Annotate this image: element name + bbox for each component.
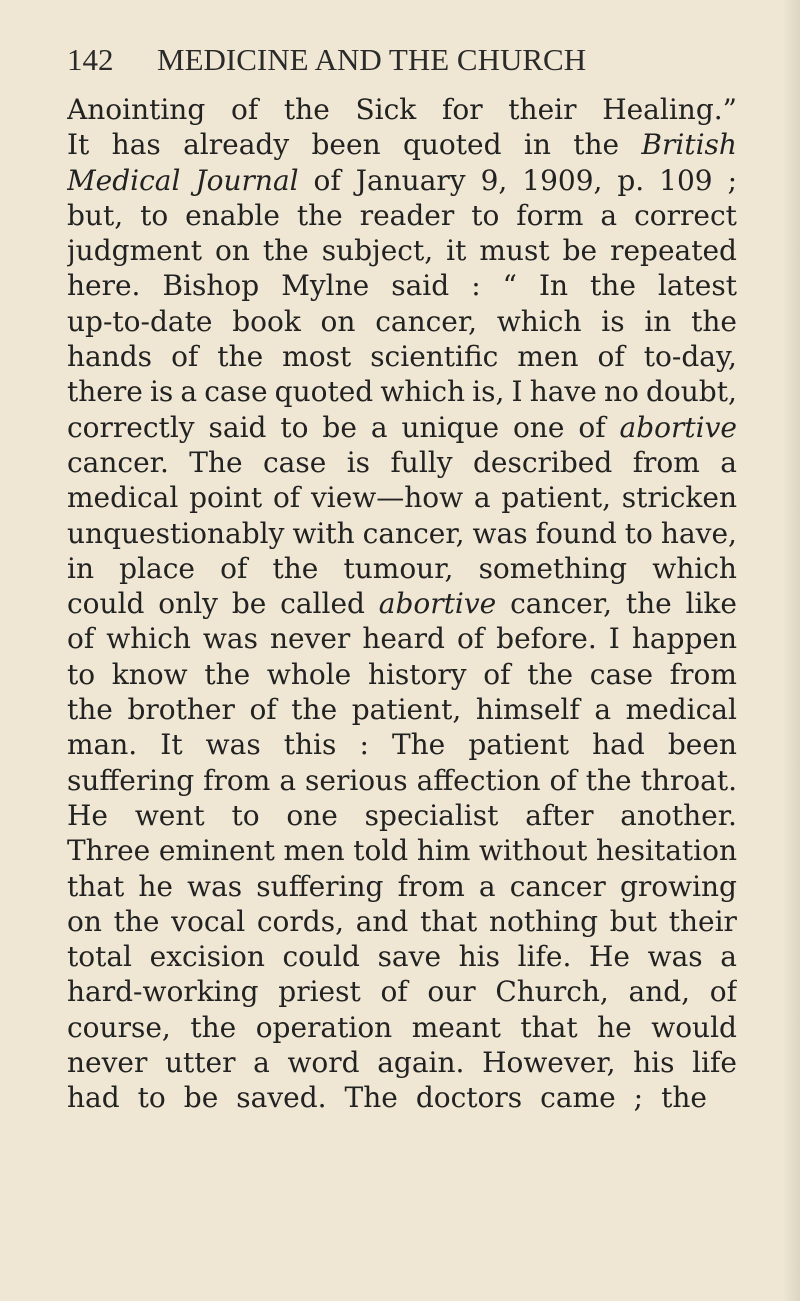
word: repeated (610, 234, 737, 268)
text-line (67, 339, 737, 374)
word: doctors (415, 1081, 523, 1115)
word: the (67, 693, 113, 727)
word: quoted (274, 375, 374, 409)
word: I (608, 622, 620, 656)
text-line (67, 198, 737, 233)
word: heard (362, 622, 445, 656)
word: been (667, 728, 737, 762)
word: only (158, 587, 218, 621)
text-line (67, 763, 737, 798)
word: after (525, 798, 594, 832)
word: of (220, 551, 248, 585)
page-header (67, 42, 767, 90)
word: on (320, 304, 356, 338)
word: but, (67, 198, 124, 232)
word: was (472, 516, 528, 550)
text-line (67, 621, 737, 656)
word: the (204, 657, 251, 691)
word: The (391, 728, 446, 762)
word: his (633, 1046, 675, 1080)
word: one (512, 410, 565, 444)
word: their (508, 93, 577, 126)
word: before. (496, 622, 597, 656)
word: the (296, 198, 343, 232)
word: quoted (402, 128, 502, 162)
word: fully (390, 445, 453, 479)
word: form (516, 198, 584, 232)
text-line (67, 1010, 737, 1045)
word: which (380, 375, 466, 409)
word: the (585, 763, 632, 797)
word: correct (634, 198, 737, 232)
word: : (359, 728, 369, 762)
text-line (67, 904, 737, 939)
word: affection (416, 763, 541, 797)
word: a (279, 763, 297, 797)
word: enable (185, 198, 280, 232)
word: of (67, 622, 95, 656)
word: Healing.” (602, 93, 737, 126)
word: most (282, 340, 352, 374)
word: could (282, 940, 360, 974)
text-line (67, 127, 737, 162)
word: to (137, 1081, 166, 1115)
text-line (67, 586, 737, 621)
word: hesitation (596, 834, 737, 868)
word: However, (482, 1046, 616, 1080)
text-line (67, 304, 737, 339)
word: a (370, 410, 388, 444)
word: stricken (621, 481, 737, 515)
word: a (720, 940, 737, 974)
word: course, (67, 1010, 171, 1044)
word: of (709, 975, 737, 1009)
word: It (160, 728, 183, 762)
word: a (253, 1046, 270, 1080)
word: is (346, 445, 371, 479)
word: scientific (370, 340, 499, 374)
word: Sick (355, 93, 417, 126)
word: from (632, 445, 700, 479)
word: like (685, 587, 737, 621)
word: Medical (67, 163, 181, 197)
word: to (471, 198, 500, 232)
word: said (208, 410, 267, 444)
word: case (262, 445, 327, 479)
word: ; (633, 1081, 644, 1115)
word: British (641, 128, 737, 162)
word: The (189, 445, 243, 479)
word: the (291, 693, 338, 727)
word: tumour, (343, 551, 454, 585)
word: his (458, 940, 500, 974)
word: to (67, 657, 96, 691)
word: but (609, 904, 658, 938)
word: p. (617, 163, 645, 197)
word: In (538, 269, 569, 303)
word: a (478, 869, 496, 903)
text-line (67, 1080, 737, 1115)
word: never (67, 1046, 148, 1080)
word: had (67, 1081, 120, 1115)
word: hands (67, 340, 153, 374)
word: and, (628, 975, 691, 1009)
word: to (140, 198, 169, 232)
word: have (529, 375, 597, 409)
word: is (601, 304, 625, 338)
word: point (189, 481, 263, 515)
word: 9, (480, 163, 508, 197)
word: case (589, 657, 654, 691)
word: reader (359, 198, 455, 232)
word: serious (305, 763, 408, 797)
word: cancer, (510, 587, 612, 621)
text-line (67, 798, 737, 833)
word: doubt, (645, 375, 737, 409)
word: Church, (495, 975, 609, 1009)
word: to (231, 798, 260, 832)
word: word (287, 1046, 360, 1080)
text-line (67, 516, 737, 551)
text-line (67, 92, 737, 127)
word: of (313, 163, 341, 197)
word: Journal (195, 163, 299, 197)
word: the (272, 551, 319, 585)
word: cancer (509, 869, 606, 903)
word: of (456, 622, 485, 656)
word: it (446, 234, 467, 268)
word: patient, (351, 693, 462, 727)
word: a (180, 375, 198, 409)
word: been (311, 128, 381, 162)
word: of (171, 340, 199, 374)
word: again. (377, 1046, 465, 1080)
text-line (67, 551, 737, 586)
word: saved. (236, 1081, 327, 1115)
word: of (578, 410, 606, 444)
word: described (472, 445, 613, 479)
word: would (651, 1010, 737, 1044)
word: It (67, 128, 90, 162)
word: save (377, 940, 442, 974)
word: man. (67, 728, 138, 762)
word: the (262, 234, 309, 268)
text-line (67, 410, 737, 445)
word: a (720, 445, 737, 479)
word: he (597, 1010, 632, 1044)
word: was (205, 728, 261, 762)
word: must (479, 234, 550, 268)
word: was (202, 622, 258, 656)
word: Mylne (281, 269, 370, 303)
word: be (322, 410, 357, 444)
word: be (562, 234, 598, 268)
word: total (67, 940, 133, 974)
word: latest (657, 269, 737, 303)
word: the (691, 304, 737, 338)
word: the (283, 93, 330, 126)
word: up-to-date (67, 304, 213, 338)
word: “ (502, 269, 517, 303)
word: priest (278, 975, 361, 1009)
word: patient, (501, 481, 611, 515)
word: another. (620, 798, 737, 832)
word: : (471, 269, 481, 303)
word: in (523, 128, 551, 162)
word: the (590, 269, 636, 303)
word: life (692, 1046, 737, 1080)
word: know (111, 657, 188, 691)
word: ; (727, 163, 737, 197)
page-number: 142 (67, 42, 114, 77)
word: 109 (659, 163, 713, 197)
word: meant (411, 1010, 501, 1044)
word: growing (619, 869, 737, 903)
word: judgment (67, 234, 202, 268)
word: this (283, 728, 337, 762)
text-line (67, 480, 737, 515)
word: on (214, 234, 250, 268)
word: nothing (489, 904, 599, 938)
word: in (644, 304, 672, 338)
word: patient (468, 728, 570, 762)
text-line (67, 445, 737, 480)
word: in (67, 551, 94, 585)
word: called (280, 587, 365, 621)
word: to (624, 516, 653, 550)
word: of (272, 481, 301, 515)
word: cords, (256, 904, 344, 938)
word: our (427, 975, 476, 1009)
text-line (67, 974, 737, 1009)
word: no (603, 375, 639, 409)
word: and (355, 904, 409, 938)
word: He (67, 798, 108, 832)
word: himself (475, 693, 580, 727)
word: I (511, 375, 523, 409)
word: January (355, 163, 466, 197)
text-line (67, 163, 737, 198)
text-line (67, 233, 737, 268)
word: Three (67, 834, 151, 868)
word: found (535, 516, 617, 550)
word: 1909, (522, 163, 603, 197)
word: never (269, 622, 351, 656)
word: of (230, 93, 259, 126)
text-line (67, 374, 737, 409)
word: here. (67, 269, 141, 303)
word: of (597, 340, 625, 374)
text-line (67, 692, 737, 727)
word: something (478, 551, 628, 585)
word: to (280, 410, 309, 444)
word: happen (631, 622, 737, 656)
word: there (67, 375, 143, 409)
word: of (249, 693, 277, 727)
word: the (113, 904, 160, 938)
word: a (473, 481, 491, 515)
text-line (67, 268, 737, 303)
word: He (589, 940, 630, 974)
word: suffering (256, 869, 384, 903)
text-line (67, 939, 737, 974)
word: one (286, 798, 338, 832)
word: is, (472, 375, 505, 409)
word: that (420, 904, 478, 938)
word: men (517, 340, 579, 374)
word: was (647, 940, 703, 974)
word: utter (165, 1046, 236, 1080)
word: history (367, 657, 467, 691)
word: The (344, 1081, 398, 1115)
word: said (391, 269, 450, 303)
word: operation (255, 1010, 393, 1044)
word: case (204, 375, 268, 409)
word: specialist (364, 798, 499, 832)
word: abortive (619, 410, 737, 444)
word: the (661, 1081, 707, 1115)
word: the (217, 340, 264, 374)
text-line (67, 657, 737, 692)
word: excision (149, 940, 265, 974)
word: book (232, 304, 301, 338)
word: went (134, 798, 205, 832)
word: he (138, 869, 173, 903)
word: came (540, 1081, 616, 1115)
word: a (594, 693, 612, 727)
word: which (652, 551, 737, 585)
word: view—how (310, 481, 464, 515)
word: was (187, 869, 243, 903)
word: of (380, 975, 408, 1009)
word: to-day, (643, 340, 737, 374)
word: whole (266, 657, 352, 691)
word: the (625, 587, 672, 621)
word: him (416, 834, 471, 868)
word: with (292, 516, 355, 550)
text-line (67, 833, 737, 868)
word: that (67, 869, 125, 903)
word: brother (127, 693, 235, 727)
word: men (283, 834, 345, 868)
word: of (483, 657, 511, 691)
word: hard-working (67, 975, 259, 1009)
word: from (397, 869, 465, 903)
word: medical (67, 481, 179, 515)
word: be (231, 587, 267, 621)
word: could (67, 587, 145, 621)
running-head: MEDICINE AND THE CHURCH (157, 42, 587, 77)
text-line (67, 727, 737, 762)
word: throat. (640, 763, 737, 797)
word: from (669, 657, 737, 691)
word: subject, (321, 234, 434, 268)
word: unquestionably (67, 516, 285, 550)
word: for (441, 93, 483, 126)
word: of (549, 763, 577, 797)
word: which (106, 622, 191, 656)
word: is (149, 375, 174, 409)
word: on (67, 904, 102, 938)
word: cancer. (67, 445, 169, 479)
word: the (527, 657, 574, 691)
body-text (67, 92, 737, 1116)
word: eminent (158, 834, 275, 868)
word: abortive (378, 587, 497, 621)
word: has (111, 128, 161, 162)
word: medical (625, 693, 737, 727)
word: had (592, 728, 645, 762)
word: life. (517, 940, 572, 974)
word: the (190, 1010, 237, 1044)
word: from (203, 763, 271, 797)
word: be (183, 1081, 219, 1115)
word: a (600, 198, 618, 232)
word: without (479, 834, 588, 868)
word: Bishop (162, 269, 260, 303)
word: cancer, (362, 516, 465, 550)
word: vocal (171, 904, 246, 938)
word: which (496, 304, 582, 338)
text-line (67, 1045, 737, 1080)
word: their (668, 904, 737, 938)
word: the (573, 128, 620, 162)
word: place (119, 551, 195, 585)
word: Anointing (67, 93, 206, 126)
word: have, (660, 516, 737, 550)
word: correctly (67, 410, 195, 444)
word: told (353, 834, 409, 868)
word: already (183, 128, 290, 162)
word: unique (401, 410, 500, 444)
word: suffering (67, 763, 195, 797)
word: cancer, (375, 304, 478, 338)
text-line (67, 869, 737, 904)
page-edge-shadow (782, 0, 800, 1301)
word: that (520, 1010, 578, 1044)
